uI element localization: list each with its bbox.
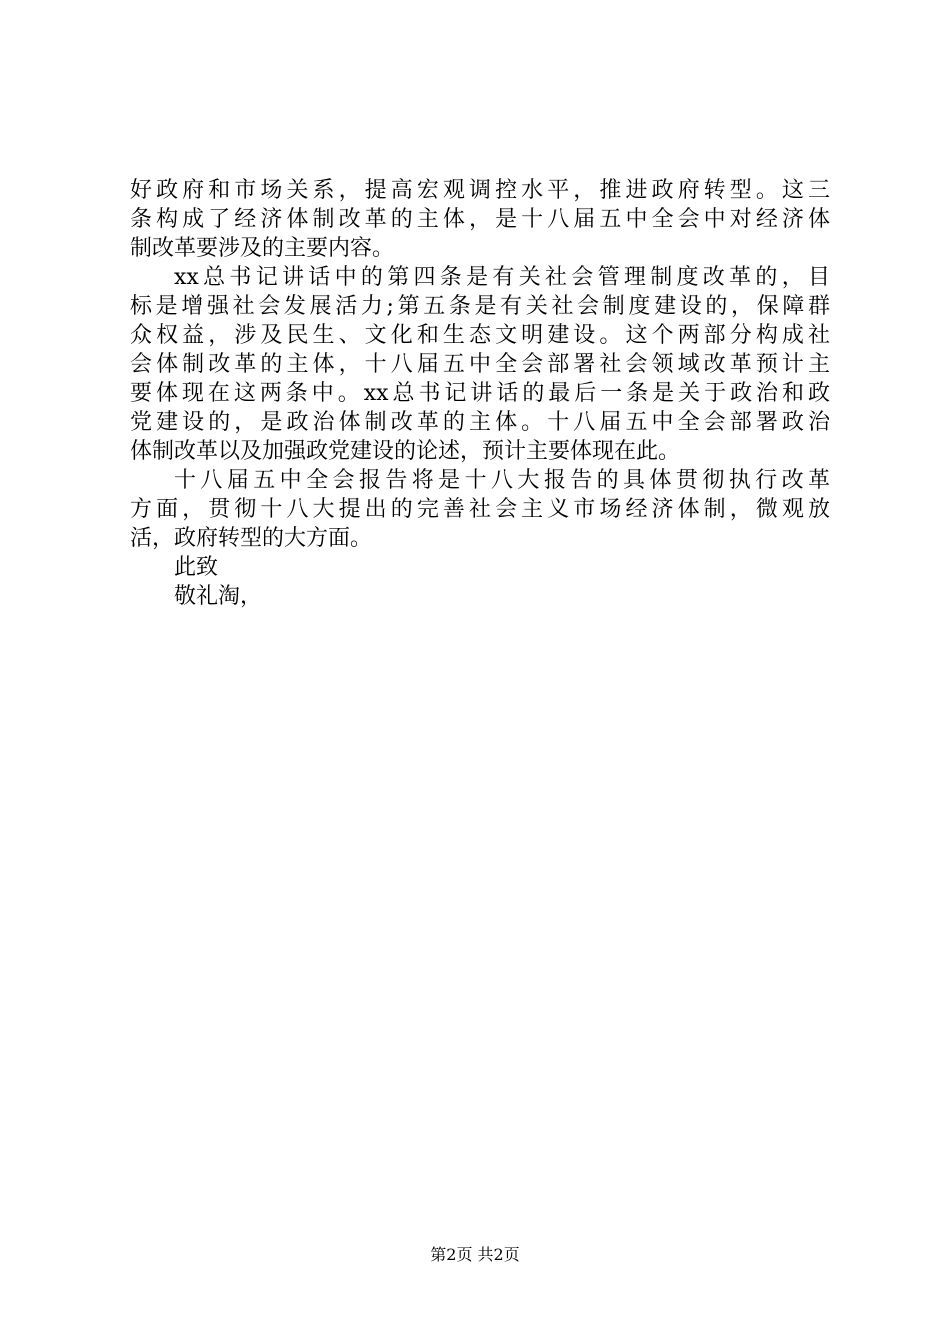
text-line: 标是增强社会发展活力;第五条是有关社会制度建设的，保障群	[130, 294, 830, 319]
text-line: 制改革要涉及的主要内容。	[130, 236, 395, 261]
text-line: 要体现在这两条中。xx总书记讲话的最后一条是关于政治和政	[130, 381, 830, 406]
text-line: 十八届五中全会报告将是十八大报告的具体贯彻执行改革	[174, 468, 830, 493]
paragraph-1	[130, 176, 830, 263]
text-line: 众权益，涉及民生、文化和生态文明建设。这个两部分构成社	[130, 323, 830, 348]
text-line: 会体制改革的主体，十八届五中全会部署社会领域改革预计主	[130, 352, 830, 377]
text-line: 条构成了经济体制改革的主体，是十八届五中全会中对经济体	[130, 207, 830, 232]
text-line: 活，政府转型的大方面。	[130, 526, 373, 551]
text-line: 党建设的，是政治体制改革的主体。十八届五中全会部署政治	[130, 410, 830, 435]
text-line: xx总书记讲话中的第四条是有关社会管理制度改革的，目	[174, 265, 830, 290]
paragraph-2	[130, 263, 830, 466]
text-line: 方面，贯彻十八大提出的完善社会主义市场经济体制，微观放	[130, 497, 830, 522]
text-line: 体制改革以及加强政党建设的论述，预计主要体现在此。	[130, 439, 681, 464]
text-line: 敬礼淘，	[174, 584, 263, 609]
text-line: 此致	[174, 555, 219, 580]
closing-regards	[130, 582, 830, 611]
page-number: 第2页 共2页	[430, 1245, 520, 1264]
document-body	[130, 176, 830, 611]
closing-salutation	[130, 553, 830, 582]
paragraph-3	[130, 466, 830, 553]
text-line: 好政府和市场关系，提高宏观调控水平，推进政府转型。这三	[130, 178, 830, 203]
